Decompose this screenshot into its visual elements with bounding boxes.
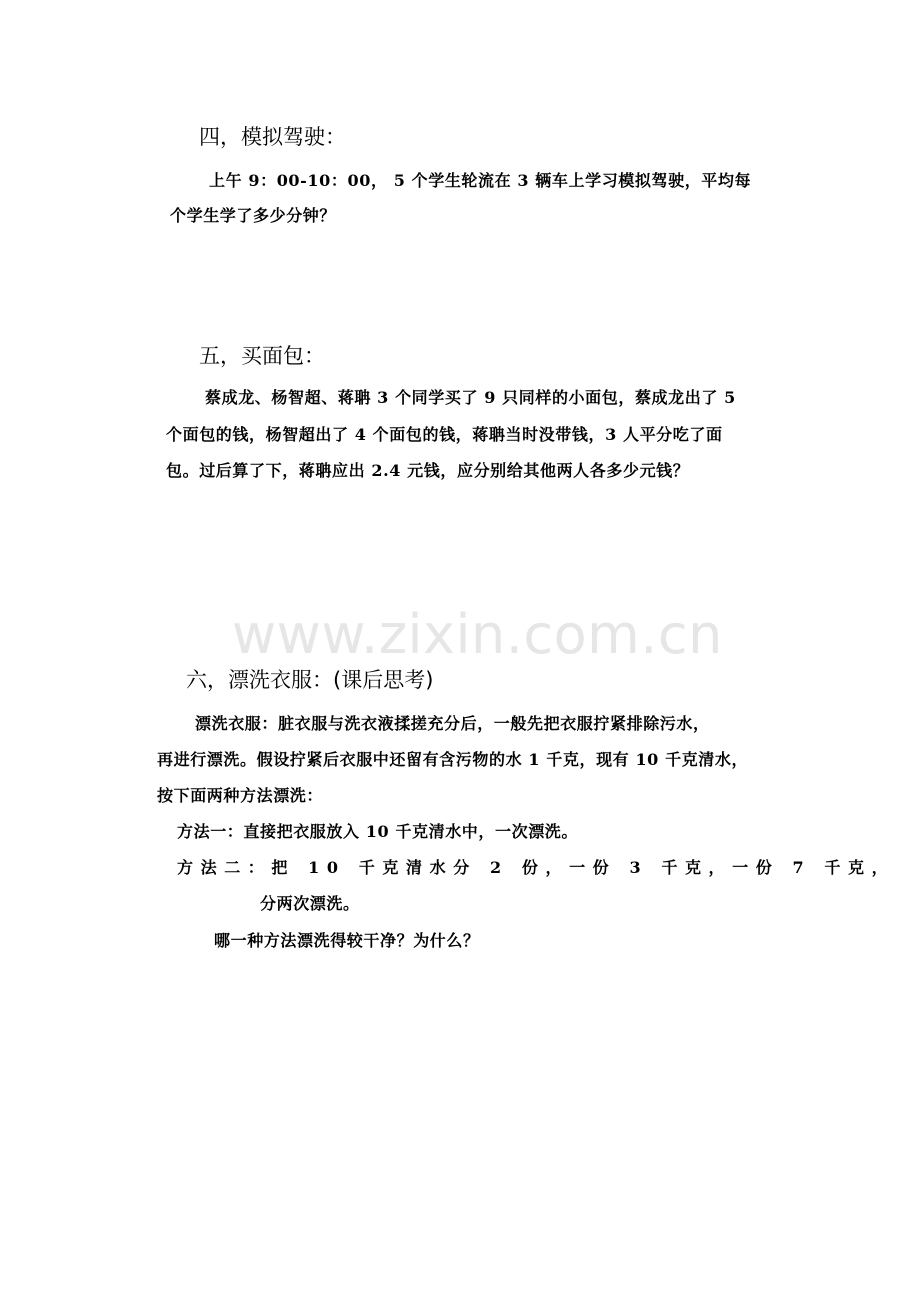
method-2-continuation: 分两次漂洗。	[260, 894, 360, 913]
section-5-heading: 五，买面包：	[199, 344, 325, 368]
watermark-text: www.zixin.com.cn	[232, 603, 723, 666]
section-4-line-2: 个学生学了多少分钟？	[170, 206, 337, 225]
section-6-line-1: 漂洗衣服：脏衣服与洗衣液揉搓充分后，一般先把衣服拧紧排除污水，	[195, 714, 710, 733]
section-6-heading: 六，漂洗衣服：(课后思考)	[186, 668, 434, 692]
section-6-line-3: 按下面两种方法漂洗：	[157, 786, 324, 805]
section-5-line-3: 包。过后算了下，蒋聃应出 2.4 元钱，应分别给其他两人各多少元钱？	[166, 461, 690, 480]
section-5-line-1: 蔡成龙、杨智超、蒋聃 3 个同学买了 9 只同样的小面包，蔡成龙出了 5	[205, 388, 736, 407]
section-4-line-1: 上午 9：00-10：00， 5 个学生轮流在 3 辆车上学习模拟驾驶，平均每	[209, 171, 752, 190]
section-6-question: 哪一种方法漂洗得较干净？为什么？	[214, 931, 480, 950]
section-5-line-2: 个面包的钱，杨智超出了 4 个面包的钱，蒋聃当时没带钱，3 人平分吃了面	[166, 425, 723, 444]
section-6-line-2: 再进行漂洗。假设拧紧后衣服中还留有含污物的水 1 千克，现有 10 千克清水，	[157, 750, 749, 769]
section-4-heading: 四，模拟驾驶：	[199, 125, 346, 149]
method-1-text: 方法一：直接把衣服放入 10 千克清水中，一次漂洗。	[177, 822, 579, 841]
method-2-text: 方法二：把 10 千克清水分 2 份，一份 3 千克，一份 7 千克，	[177, 858, 896, 877]
